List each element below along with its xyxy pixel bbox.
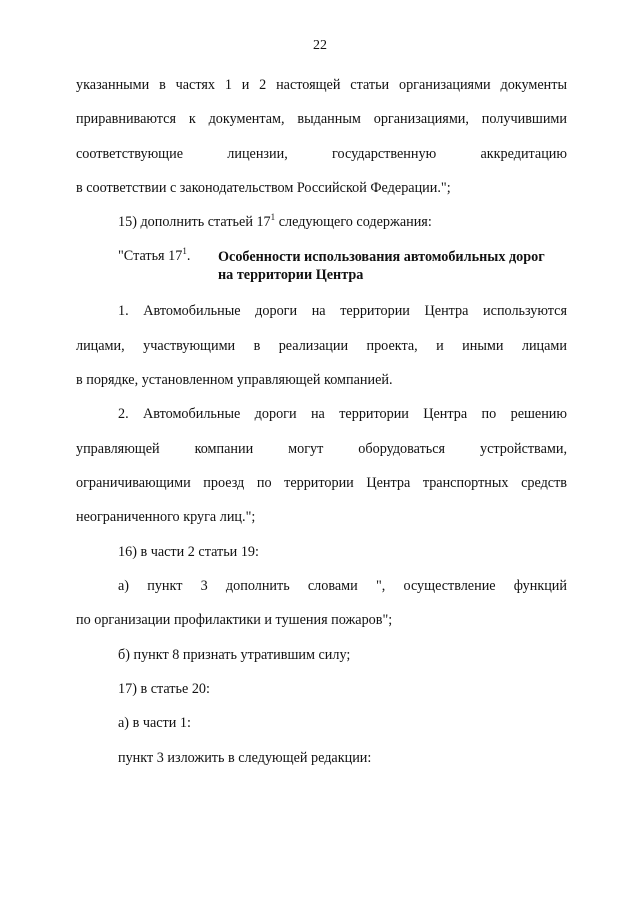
text-line: ограничивающими проезд по территории Центра транспортных средств [76, 475, 567, 491]
text-span: 15) дополнить статьей 17 [118, 214, 271, 230]
text-line: управляющей компании могут оборудоваться устройствами, [76, 441, 567, 457]
text-span: . [186, 248, 191, 264]
amendment-item-15 [118, 213, 567, 231]
page-number: 22 [313, 38, 327, 53]
text-line: 17) в статье 20: [118, 681, 210, 697]
text-span: "Статья 17 [118, 248, 183, 264]
text-line: б) пункт 8 признать утратившим силу; [118, 647, 351, 663]
text-line: в порядке, установленном управляющей компанией. [76, 372, 393, 388]
text-span: следующего содержания: [275, 214, 432, 230]
text-line: а) в части 1: [118, 715, 191, 731]
text-line: пункт 3 изложить в следующей редакции: [118, 750, 372, 766]
superscript: 1 [182, 246, 187, 256]
text-line: а) пункт 3 дополнить словами ", осуществление функций [118, 578, 567, 594]
text-line: 2. Автомобильные дороги на территории Центра по решению [118, 406, 567, 422]
text-line: по организации профилактики и тушения пожаров"; [76, 612, 393, 628]
article-title [218, 248, 578, 284]
text-line: указанными в частях 1 и 2 настоящей статьи организациями документы [76, 77, 567, 93]
article-title-line: Особенности использования автомобильных дорог [218, 249, 545, 265]
text-line: в соответствии с законодательством Российской Федерации."; [76, 180, 451, 196]
article-label [118, 248, 190, 265]
text-line: 1. Автомобильные дороги на территории Центра используются [118, 303, 567, 319]
text-line: соответствующие лицензии, государственную аккредитацию [76, 146, 567, 162]
text-line: неограниченного круга лиц."; [76, 509, 256, 525]
text-line: 16) в части 2 статьи 19: [118, 544, 259, 560]
superscript: 1 [270, 212, 276, 222]
text-line: лицами, участвующими в реализации проекта, и иными лицами [76, 338, 567, 354]
article-title-line: на территории Центра [218, 267, 364, 283]
text-line: приравниваются к документам, выданным организациями, получившими [76, 111, 567, 127]
